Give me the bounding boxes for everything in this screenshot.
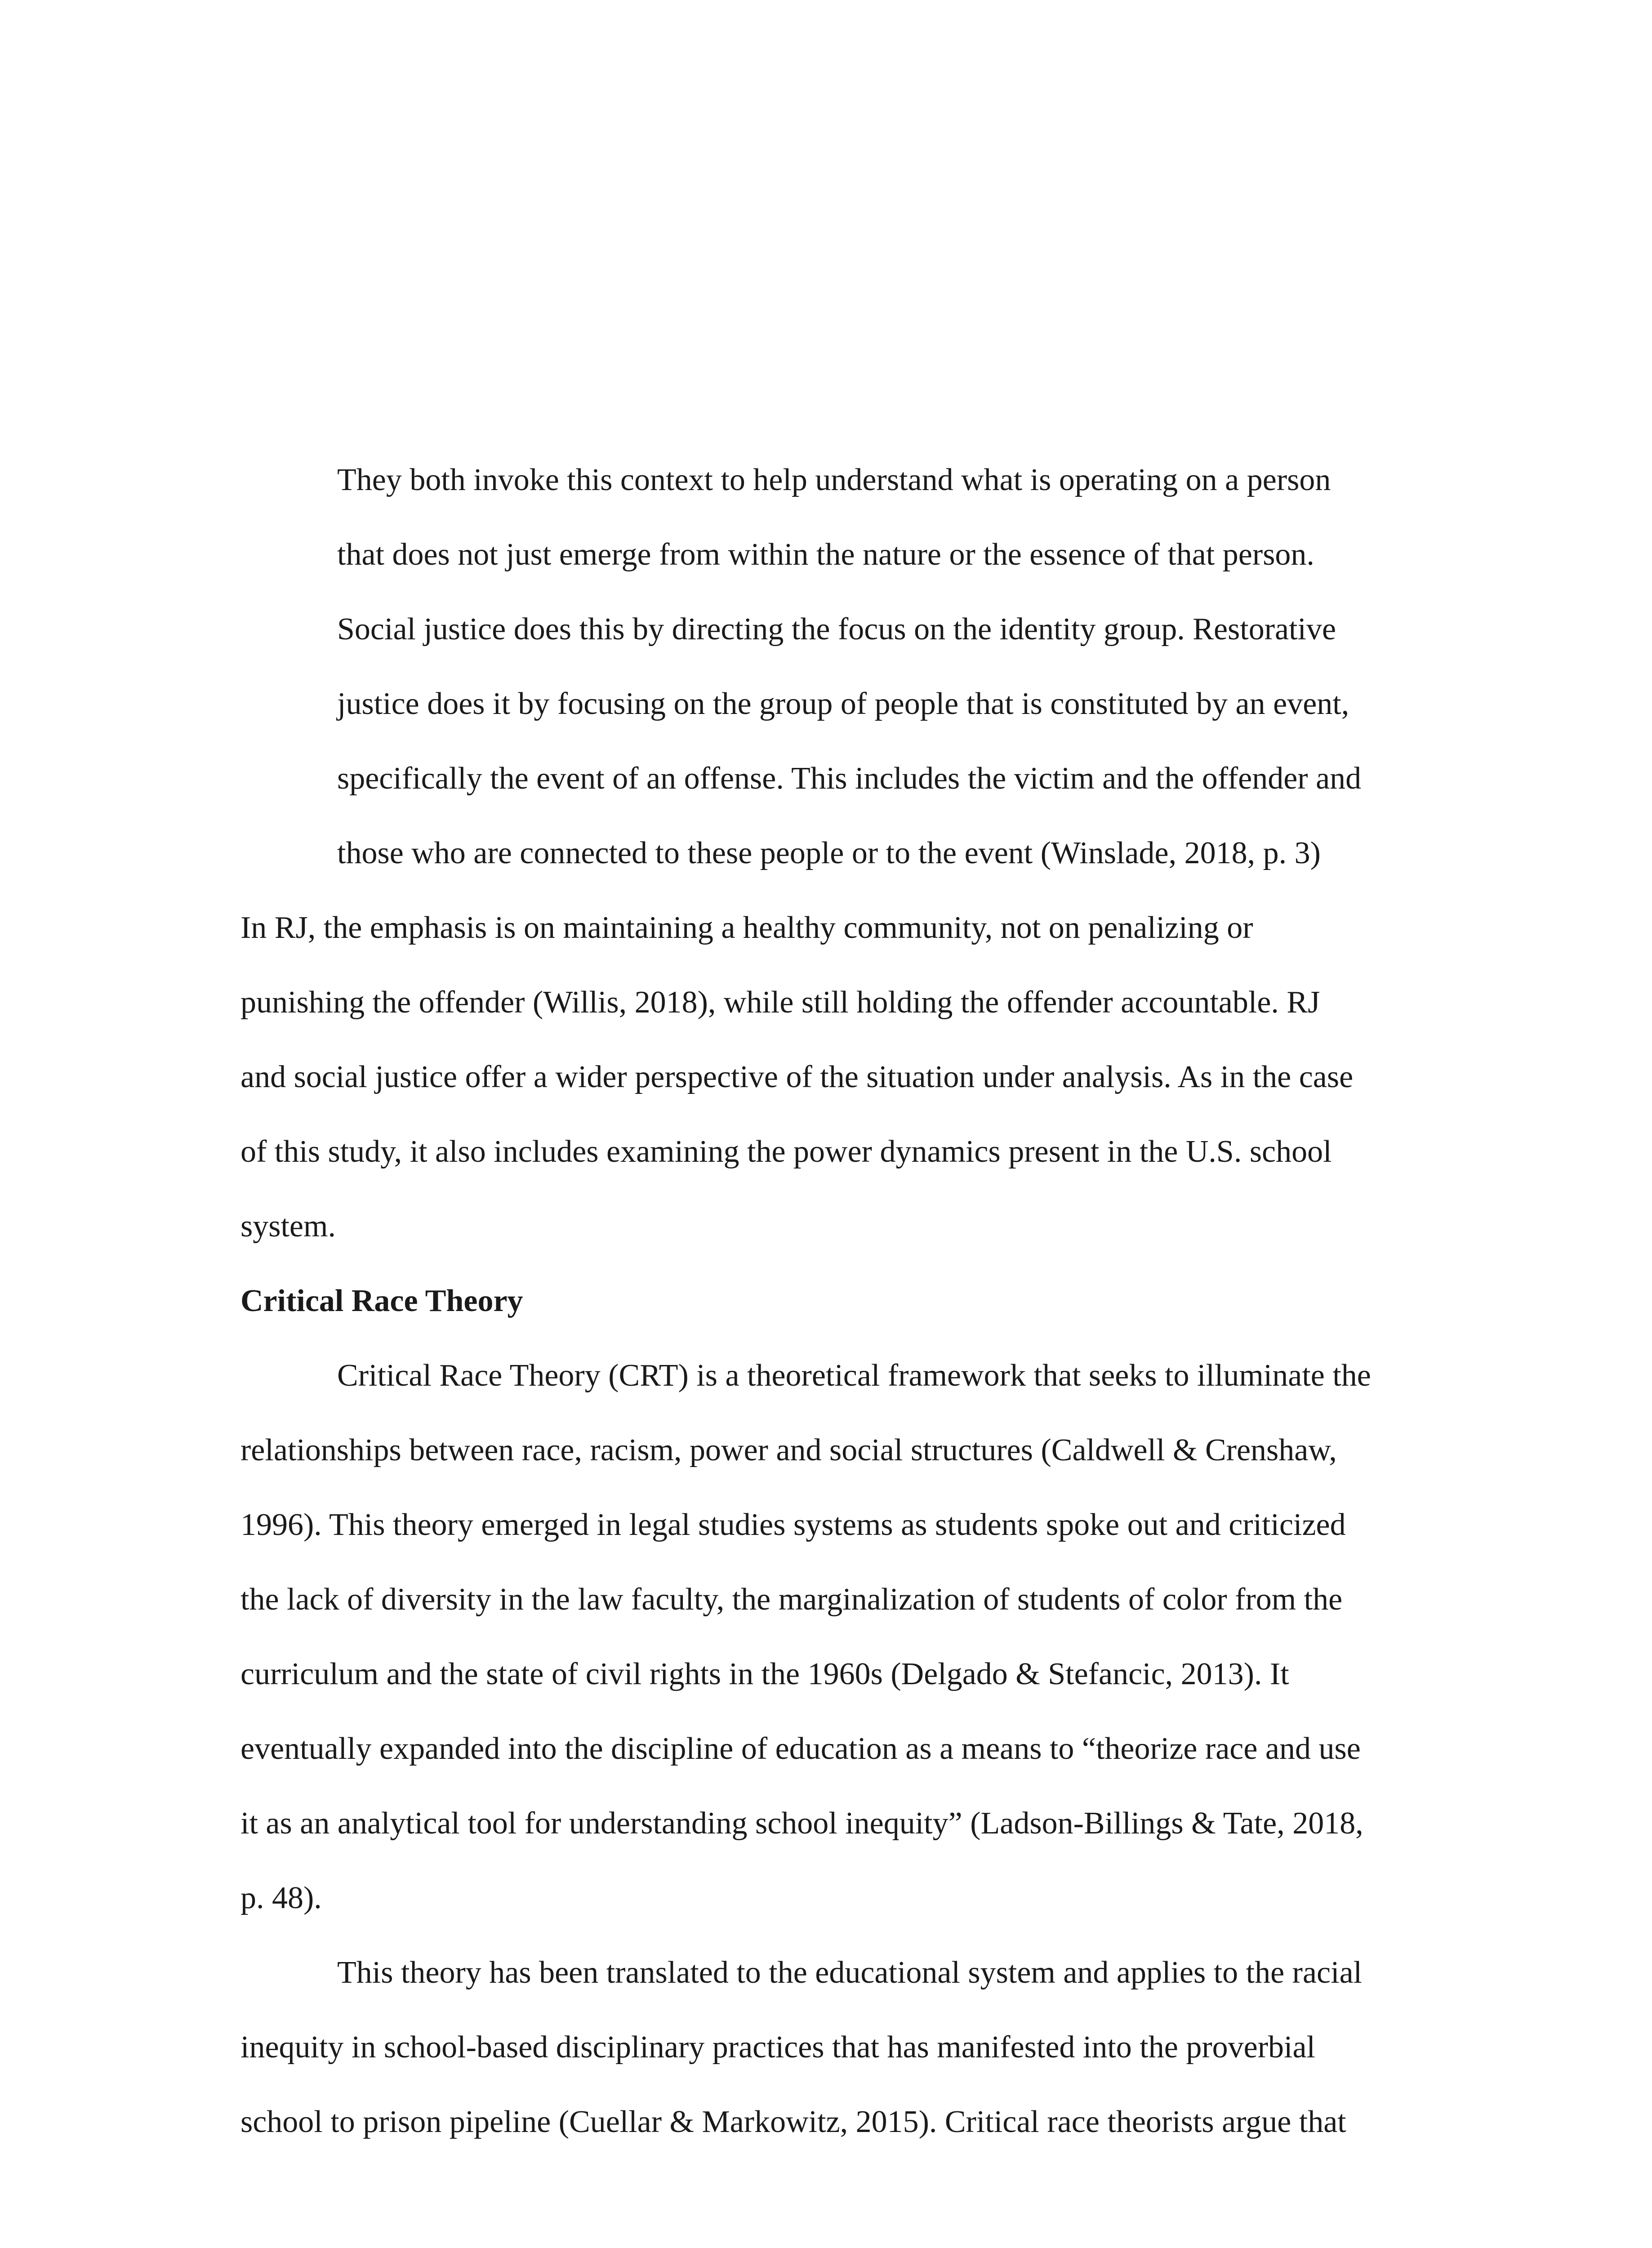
paragraph-line: Critical Race Theory (CRT) is a theoretical framework that seeks to illuminate the (337, 1358, 1371, 1393)
paragraph-line: inequity in school-based disciplinary practices that has manifested into the proverbial (240, 2030, 1315, 2065)
paragraph-line: school to prison pipeline (Cuellar & Markowitz, 2015). Critical race theorists argue that (240, 2105, 1346, 2139)
block-quote-line: They both invoke this context to help understand what is operating on a person (337, 463, 1331, 497)
block-quote-line: justice does it by focusing on the group of people that is constituted by an event, (337, 687, 1349, 721)
paragraph-line: This theory has been translated to the educational system and applies to the racial (337, 1955, 1363, 1990)
paragraph-rj (240, 891, 1391, 1264)
paragraph-crt (240, 1338, 1391, 1936)
paragraph-line: of this study, it also includes examining the power dynamics present in the U.S. school (240, 1134, 1332, 1169)
paragraph-line: curriculum and the state of civil rights in the 1960s (Delgado & Stefancic, 2013). It (240, 1657, 1289, 1691)
paragraph-line: punishing the offender (Willis, 2018), while still holding the offender accountable. RJ (240, 985, 1320, 1020)
paragraph-line: and social justice offer a wider perspective of the situation under analysis. As in the case (240, 1060, 1354, 1094)
section-heading: Critical Race Theory (240, 1284, 523, 1318)
paragraph-line: system. (240, 1209, 336, 1244)
block-quote-line: Social justice does this by directing the focus on the identity group. Restorative (337, 612, 1336, 647)
paragraph-translation (240, 1936, 1391, 2159)
paragraph-line: it as an analytical tool for understanding school inequity” (Ladson-Billings & Tate, 2018, (240, 1806, 1363, 1841)
paragraph-line: p. 48). (240, 1881, 322, 1915)
block-quote-line: specifically the event of an offense. This includes the victim and the offender and (337, 761, 1362, 796)
page-body (240, 443, 1391, 2159)
paragraph-line: 1996). This theory emerged in legal studies systems as students spoke out and criticized (240, 1508, 1346, 1542)
paragraph-line: eventually expanded into the discipline of education as a means to “theorize race and use (240, 1731, 1361, 1766)
block-quote-line: those who are connected to these people or to the event (Winslade, 2018, p. 3) (337, 836, 1321, 870)
block-quote (240, 443, 1391, 891)
paragraph-line: relationships between race, racism, power and social structures (Caldwell & Crenshaw, (240, 1433, 1337, 1467)
paragraph-line: In RJ, the emphasis is on maintaining a healthy community, not on penalizing or (240, 910, 1253, 945)
block-quote-line: that does not just emerge from within the nature or the essence of that person. (337, 537, 1314, 572)
paragraph-line: the lack of diversity in the law faculty, the marginalization of students of color from the (240, 1582, 1343, 1617)
